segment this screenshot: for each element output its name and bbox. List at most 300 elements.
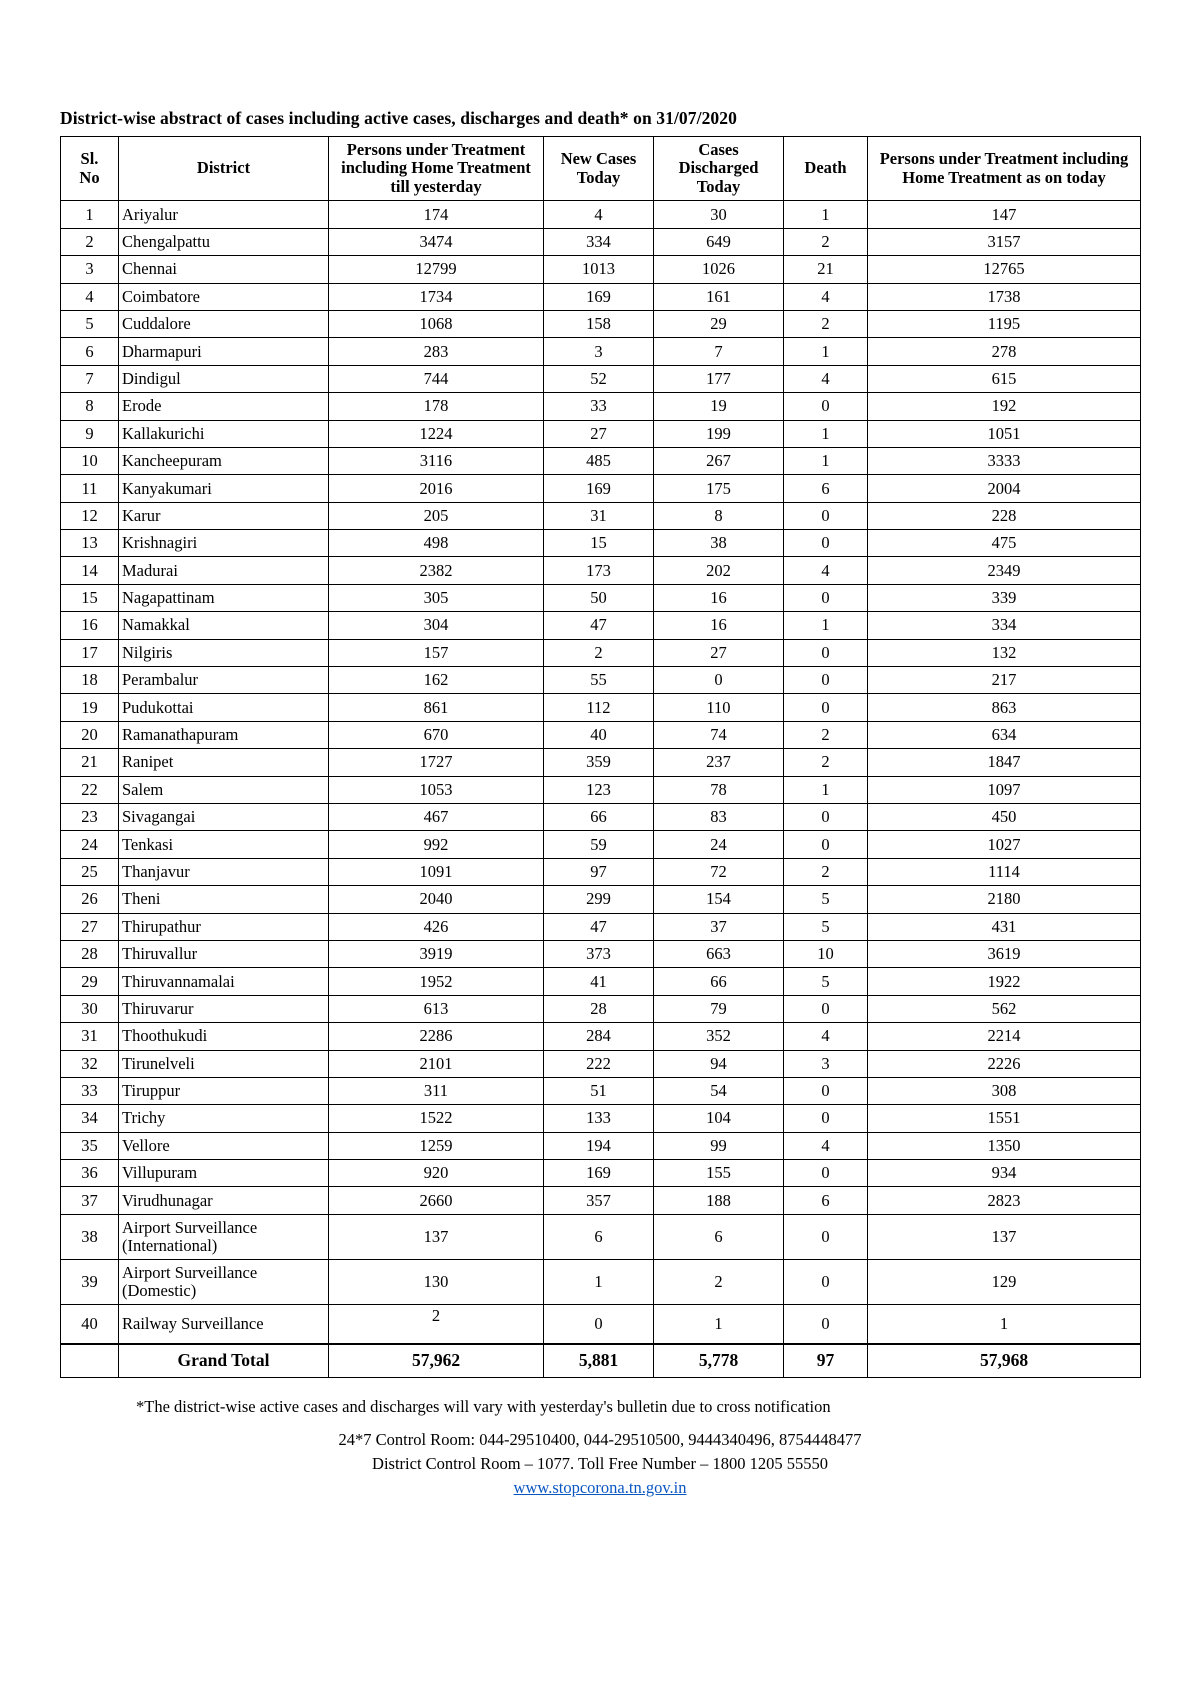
cell-discharged: 2 (654, 1259, 784, 1304)
cell-sl: 39 (61, 1259, 119, 1304)
cell-sl: 40 (61, 1304, 119, 1344)
cell-prev: 1727 (329, 749, 544, 776)
cell-new: 59 (544, 831, 654, 858)
cell-today: 2823 (868, 1187, 1141, 1214)
cell-prev: 157 (329, 639, 544, 666)
cell-district: Theni (119, 886, 329, 913)
cell-prev: 283 (329, 338, 544, 365)
cell-today: 1551 (868, 1105, 1141, 1132)
cell-sl: 33 (61, 1077, 119, 1104)
cell-district: Pudukottai (119, 694, 329, 721)
cell-district: Chennai (119, 256, 329, 283)
cell-new: 373 (544, 940, 654, 967)
cell-district: Ramanathapuram (119, 721, 329, 748)
cell-discharged: 237 (654, 749, 784, 776)
cell-prev: 1734 (329, 283, 544, 310)
cell-district: Chengalpattu (119, 228, 329, 255)
cell-death: 21 (784, 256, 868, 283)
cell-discharged: 54 (654, 1077, 784, 1104)
cell-today: 934 (868, 1160, 1141, 1187)
cell-sl: 2 (61, 228, 119, 255)
cell-today: 147 (868, 201, 1141, 228)
column-header-sl-line2: No (79, 167, 100, 187)
cell-discharged: 27 (654, 639, 784, 666)
cell-discharged: 154 (654, 886, 784, 913)
table-row (61, 1050, 1141, 1077)
column-header-sl-line1: Sl. (80, 149, 99, 169)
cell-prev: 205 (329, 502, 544, 529)
cell-new: 194 (544, 1132, 654, 1159)
table-row (61, 365, 1141, 392)
cell-district: Coimbatore (119, 283, 329, 310)
cell-discharged: 94 (654, 1050, 784, 1077)
cell-new: 334 (544, 228, 654, 255)
cell-today: 1027 (868, 831, 1141, 858)
table-row (61, 256, 1141, 283)
table-header (61, 137, 1141, 201)
cell-discharged: 29 (654, 310, 784, 337)
cell-discharged: 78 (654, 776, 784, 803)
cell-death: 0 (784, 502, 868, 529)
cell-district: Kanyakumari (119, 475, 329, 502)
cell-discharged: 155 (654, 1160, 784, 1187)
cell-death: 4 (784, 365, 868, 392)
grand-total-prev: 57,962 (329, 1344, 544, 1378)
cell-district: Karur (119, 502, 329, 529)
cell-sl: 24 (61, 831, 119, 858)
cell-discharged: 6 (654, 1214, 784, 1259)
cell-today: 863 (868, 694, 1141, 721)
cell-today: 1097 (868, 776, 1141, 803)
cell-district: Villupuram (119, 1160, 329, 1187)
cell-sl: 7 (61, 365, 119, 392)
cell-new: 52 (544, 365, 654, 392)
cell-today: 1350 (868, 1132, 1141, 1159)
cell-death: 0 (784, 1077, 868, 1104)
cell-new: 4 (544, 201, 654, 228)
cell-today: 132 (868, 639, 1141, 666)
cell-district: Thiruvarur (119, 995, 329, 1022)
cell-prev: 2382 (329, 557, 544, 584)
column-header-today-treatment: Persons under Treatment including Home Treatment as on today (868, 137, 1141, 201)
cell-district: Madurai (119, 557, 329, 584)
cell-prev: 304 (329, 612, 544, 639)
cell-sl: 5 (61, 310, 119, 337)
cell-today: 12765 (868, 256, 1141, 283)
cell-prev: 2660 (329, 1187, 544, 1214)
cell-prev: 162 (329, 667, 544, 694)
table-row (61, 940, 1141, 967)
cell-prev: 1053 (329, 776, 544, 803)
cell-death: 1 (784, 420, 868, 447)
cell-discharged: 19 (654, 393, 784, 420)
cell-new: 158 (544, 310, 654, 337)
grand-total-today: 57,968 (868, 1344, 1141, 1378)
cell-sl: 36 (61, 1160, 119, 1187)
cell-new: 6 (544, 1214, 654, 1259)
cell-today: 2214 (868, 1023, 1141, 1050)
cell-district: Cuddalore (119, 310, 329, 337)
cell-sl: 32 (61, 1050, 119, 1077)
cell-new: 66 (544, 804, 654, 831)
cell-sl: 8 (61, 393, 119, 420)
cell-district: Nagapattinam (119, 584, 329, 611)
table-row (61, 393, 1141, 420)
cell-prev: 1068 (329, 310, 544, 337)
cell-district: Airport Surveillance (International) (119, 1214, 329, 1259)
cell-new: 31 (544, 502, 654, 529)
cell-sl: 25 (61, 858, 119, 885)
cell-district: Vellore (119, 1132, 329, 1159)
cell-today: 228 (868, 502, 1141, 529)
cell-today: 615 (868, 365, 1141, 392)
cell-discharged: 663 (654, 940, 784, 967)
cell-death: 1 (784, 201, 868, 228)
table-row (61, 530, 1141, 557)
cell-sl: 9 (61, 420, 119, 447)
table-row (61, 1023, 1141, 1050)
table-row (61, 913, 1141, 940)
district-cases-table (60, 136, 1141, 1378)
table-row (61, 1304, 1141, 1344)
cell-new: 50 (544, 584, 654, 611)
cell-new: 359 (544, 749, 654, 776)
cell-district: Railway Surveillance (119, 1304, 329, 1344)
table-row (61, 1214, 1141, 1259)
grand-total-row (61, 1344, 1141, 1378)
table-row (61, 1259, 1141, 1304)
cell-death: 5 (784, 968, 868, 995)
cell-new: 51 (544, 1077, 654, 1104)
cell-prev: 2 (329, 1304, 544, 1344)
table-row (61, 612, 1141, 639)
cell-prev: 467 (329, 804, 544, 831)
cell-district: Tenkasi (119, 831, 329, 858)
cell-discharged: 0 (654, 667, 784, 694)
cell-sl: 31 (61, 1023, 119, 1050)
cell-death: 1 (784, 338, 868, 365)
cell-death: 2 (784, 721, 868, 748)
cell-today: 1051 (868, 420, 1141, 447)
cell-new: 41 (544, 968, 654, 995)
cell-death: 0 (784, 639, 868, 666)
cell-district: Virudhunagar (119, 1187, 329, 1214)
cell-death: 3 (784, 1050, 868, 1077)
cell-prev: 920 (329, 1160, 544, 1187)
cell-death: 0 (784, 1304, 868, 1344)
cell-new: 15 (544, 530, 654, 557)
cell-district: Ariyalur (119, 201, 329, 228)
cell-death: 5 (784, 913, 868, 940)
grand-total-discharged: 5,778 (654, 1344, 784, 1378)
cell-new: 169 (544, 283, 654, 310)
cell-district: Thirupathur (119, 913, 329, 940)
cell-death: 4 (784, 283, 868, 310)
cell-death: 4 (784, 557, 868, 584)
cell-sl: 26 (61, 886, 119, 913)
cell-today: 3333 (868, 447, 1141, 474)
cell-sl: 4 (61, 283, 119, 310)
cell-death: 2 (784, 228, 868, 255)
cell-district: Thanjavur (119, 858, 329, 885)
cell-sl: 38 (61, 1214, 119, 1259)
cell-new: 169 (544, 1160, 654, 1187)
cell-sl: 14 (61, 557, 119, 584)
table-row (61, 310, 1141, 337)
cell-sl: 23 (61, 804, 119, 831)
cell-today: 2349 (868, 557, 1141, 584)
cell-discharged: 177 (654, 365, 784, 392)
cell-new: 485 (544, 447, 654, 474)
cell-today: 192 (868, 393, 1141, 420)
cell-death: 1 (784, 447, 868, 474)
table-row (61, 338, 1141, 365)
table-row (61, 968, 1141, 995)
cell-prev: 670 (329, 721, 544, 748)
grand-total-death: 97 (784, 1344, 868, 1378)
table-row (61, 557, 1141, 584)
table-row (61, 858, 1141, 885)
table-row (61, 1105, 1141, 1132)
cell-death: 0 (784, 995, 868, 1022)
cell-prev: 174 (329, 201, 544, 228)
cell-new: 284 (544, 1023, 654, 1050)
cell-death: 2 (784, 858, 868, 885)
cell-sl: 27 (61, 913, 119, 940)
cell-new: 1 (544, 1259, 654, 1304)
cell-sl: 12 (61, 502, 119, 529)
cell-prev: 2040 (329, 886, 544, 913)
cell-sl: 21 (61, 749, 119, 776)
cell-district: Dindigul (119, 365, 329, 392)
cell-discharged: 1026 (654, 256, 784, 283)
cell-new: 299 (544, 886, 654, 913)
cell-new: 133 (544, 1105, 654, 1132)
cell-district: Krishnagiri (119, 530, 329, 557)
column-header-new-cases: New Cases Today (544, 137, 654, 201)
cell-prev: 178 (329, 393, 544, 420)
cell-sl: 19 (61, 694, 119, 721)
cell-discharged: 649 (654, 228, 784, 255)
cell-new: 47 (544, 612, 654, 639)
cell-new: 0 (544, 1304, 654, 1344)
cell-prev: 992 (329, 831, 544, 858)
cell-district: Nilgiris (119, 639, 329, 666)
cell-district: Ranipet (119, 749, 329, 776)
cell-death: 2 (784, 310, 868, 337)
cell-sl: 3 (61, 256, 119, 283)
cell-death: 2 (784, 749, 868, 776)
cell-sl: 29 (61, 968, 119, 995)
grand-total-empty (61, 1344, 119, 1378)
cell-prev: 1224 (329, 420, 544, 447)
cell-prev: 3919 (329, 940, 544, 967)
cell-today: 2226 (868, 1050, 1141, 1077)
cell-discharged: 66 (654, 968, 784, 995)
cell-new: 55 (544, 667, 654, 694)
cell-death: 4 (784, 1023, 868, 1050)
cell-new: 112 (544, 694, 654, 721)
cell-discharged: 8 (654, 502, 784, 529)
cell-death: 0 (784, 667, 868, 694)
table-row (61, 228, 1141, 255)
table-row (61, 420, 1141, 447)
table-row (61, 283, 1141, 310)
cell-death: 6 (784, 475, 868, 502)
cell-today: 137 (868, 1214, 1141, 1259)
table-row (61, 475, 1141, 502)
cell-discharged: 161 (654, 283, 784, 310)
cell-discharged: 352 (654, 1023, 784, 1050)
cell-sl: 11 (61, 475, 119, 502)
control-room-line: 24*7 Control Room: 044-29510400, 044-29510500, 9444340496, 8754448477 (338, 1430, 862, 1450)
cell-today: 129 (868, 1259, 1141, 1304)
cell-new: 33 (544, 393, 654, 420)
cell-sl: 6 (61, 338, 119, 365)
cell-sl: 22 (61, 776, 119, 803)
cell-today: 3619 (868, 940, 1141, 967)
cell-death: 0 (784, 1214, 868, 1259)
cell-death: 0 (784, 530, 868, 557)
cell-prev: 3474 (329, 228, 544, 255)
cell-new: 123 (544, 776, 654, 803)
cell-discharged: 83 (654, 804, 784, 831)
cell-death: 0 (784, 1160, 868, 1187)
cell-death: 0 (784, 584, 868, 611)
cell-today: 431 (868, 913, 1141, 940)
cell-death: 0 (784, 804, 868, 831)
cell-prev: 744 (329, 365, 544, 392)
cell-today: 475 (868, 530, 1141, 557)
cell-district: Erode (119, 393, 329, 420)
cell-sl: 16 (61, 612, 119, 639)
cell-today: 1847 (868, 749, 1141, 776)
cell-death: 10 (784, 940, 868, 967)
column-header-district: District (119, 137, 329, 201)
cell-discharged: 175 (654, 475, 784, 502)
cell-prev: 12799 (329, 256, 544, 283)
cell-new: 3 (544, 338, 654, 365)
cell-new: 2 (544, 639, 654, 666)
cell-prev: 1091 (329, 858, 544, 885)
cell-today: 278 (868, 338, 1141, 365)
cell-new: 47 (544, 913, 654, 940)
cell-discharged: 1 (654, 1304, 784, 1344)
table-row (61, 1132, 1141, 1159)
cell-sl: 1 (61, 201, 119, 228)
cell-new: 28 (544, 995, 654, 1022)
cell-district: Thoothukudi (119, 1023, 329, 1050)
table-row (61, 201, 1141, 228)
cell-death: 0 (784, 1259, 868, 1304)
cell-sl: 30 (61, 995, 119, 1022)
table-row (61, 749, 1141, 776)
cell-sl: 17 (61, 639, 119, 666)
cell-today: 3157 (868, 228, 1141, 255)
cell-district: Thiruvannamalai (119, 968, 329, 995)
cell-new: 1013 (544, 256, 654, 283)
column-header-prev-treatment: Persons under Treatment including Home Treatment till yesterday (329, 137, 544, 201)
grand-total-label: Grand Total (119, 1344, 329, 1378)
table-row (61, 667, 1141, 694)
cell-district: Sivagangai (119, 804, 329, 831)
cell-discharged: 199 (654, 420, 784, 447)
table-row (61, 1077, 1141, 1104)
cell-death: 0 (784, 831, 868, 858)
footnote: *The district-wise active cases and discharges will vary with yesterday's bulletin due to cross notification (136, 1396, 831, 1416)
cell-new: 222 (544, 1050, 654, 1077)
cell-discharged: 74 (654, 721, 784, 748)
cell-new: 40 (544, 721, 654, 748)
table-row (61, 776, 1141, 803)
cell-discharged: 99 (654, 1132, 784, 1159)
cell-today: 1114 (868, 858, 1141, 885)
cell-today: 339 (868, 584, 1141, 611)
cell-district: Namakkal (119, 612, 329, 639)
cell-today: 334 (868, 612, 1141, 639)
table-row (61, 886, 1141, 913)
contact-block (60, 1428, 1140, 1500)
cell-today: 562 (868, 995, 1141, 1022)
cell-district: Trichy (119, 1105, 329, 1132)
cell-today: 1922 (868, 968, 1141, 995)
cell-new: 173 (544, 557, 654, 584)
table-body (61, 201, 1141, 1377)
cell-sl: 13 (61, 530, 119, 557)
cell-today: 2180 (868, 886, 1141, 913)
cell-today: 308 (868, 1077, 1141, 1104)
cell-discharged: 202 (654, 557, 784, 584)
cell-discharged: 110 (654, 694, 784, 721)
cell-district: Perambalur (119, 667, 329, 694)
website-link[interactable]: www.stopcorona.tn.gov.in (513, 1477, 687, 1497)
cell-today: 1 (868, 1304, 1141, 1344)
table-row (61, 694, 1141, 721)
cell-sl: 18 (61, 667, 119, 694)
table-row (61, 831, 1141, 858)
cell-discharged: 37 (654, 913, 784, 940)
cell-sl: 35 (61, 1132, 119, 1159)
district-control-room-line: District Control Room – 1077. Toll Free Number – 1800 1205 55550 (372, 1454, 828, 1474)
table-header-row (61, 137, 1141, 201)
table-row (61, 584, 1141, 611)
cell-today: 1738 (868, 283, 1141, 310)
cell-sl: 37 (61, 1187, 119, 1214)
cell-discharged: 30 (654, 201, 784, 228)
column-header-sl (61, 137, 119, 201)
cell-prev: 861 (329, 694, 544, 721)
cell-sl: 34 (61, 1105, 119, 1132)
table-row (61, 639, 1141, 666)
cell-death: 0 (784, 694, 868, 721)
cell-prev: 2016 (329, 475, 544, 502)
cell-district: Tiruppur (119, 1077, 329, 1104)
cell-district: Dharmapuri (119, 338, 329, 365)
cell-discharged: 104 (654, 1105, 784, 1132)
cell-new: 357 (544, 1187, 654, 1214)
cell-today: 1195 (868, 310, 1141, 337)
cell-new: 97 (544, 858, 654, 885)
cell-discharged: 24 (654, 831, 784, 858)
cell-death: 5 (784, 886, 868, 913)
cell-sl: 28 (61, 940, 119, 967)
cell-prev: 1522 (329, 1105, 544, 1132)
cell-sl: 10 (61, 447, 119, 474)
cell-sl: 20 (61, 721, 119, 748)
cell-death: 1 (784, 776, 868, 803)
cell-prev: 137 (329, 1214, 544, 1259)
cell-prev: 2286 (329, 1023, 544, 1050)
